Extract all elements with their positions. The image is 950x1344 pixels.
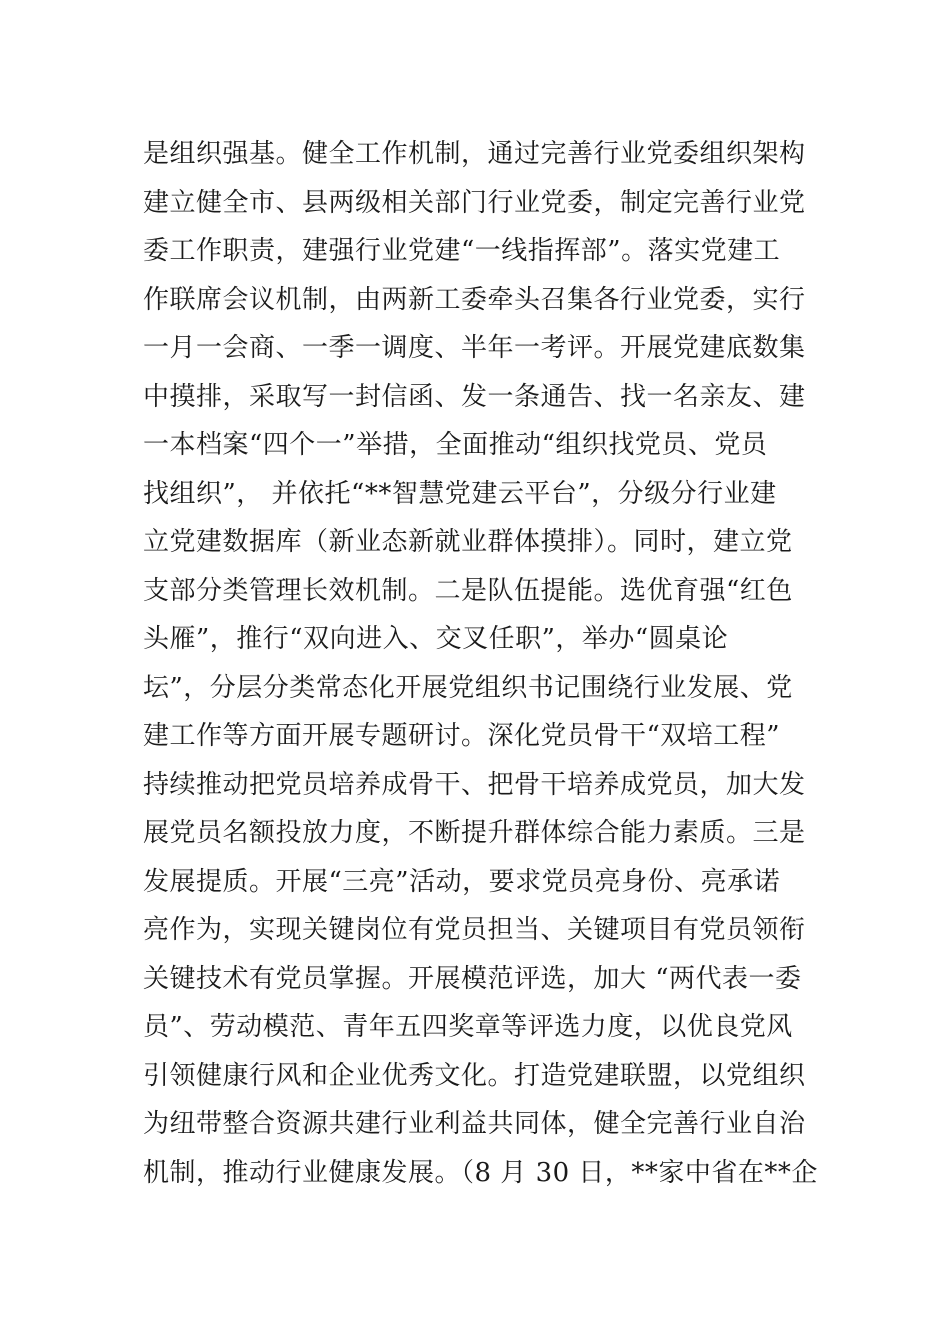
text-line: 展党员名额投放力度，不断提升群体综合能力素质。三是 (143, 818, 806, 848)
text-line: 是组织强基。健全工作机制，通过完善行业党委组织架构 (143, 139, 806, 169)
text-line: 建工作等方面开展专题研讨。深化党员骨干“双培工程” (143, 721, 781, 751)
text-line: 关键技术有党员掌握。开展模范评选，加大 “两代表一委 (143, 963, 802, 994)
text-line: 机制，推动行业健康发展。（8 月 30 日，**家中省在**企 (143, 1157, 818, 1188)
text-line: 一本档案“四个一”举措，全面推动“组织找党员、党员 (143, 430, 768, 460)
text-line: 引领健康行风和企业优秀文化。打造党建联盟，以党组织 (143, 1060, 806, 1091)
text-line: 头雁”，推行“双向进入、交叉任职”，举办“圆桌论 (143, 624, 729, 654)
text-line: 亮作为，实现关键岗位有党员担当、关键项目有党员领衔 (143, 915, 806, 945)
text-line: 立党建数据库（新业态新就业群体摸排）。同时，建立党 (143, 527, 793, 557)
text-line: 员”、劳动模范、青年五四奖章等评选力度，以优良党风 (143, 1012, 793, 1042)
text-line: 坛”，分层分类常态化开展党组织书记围绕行业发展、党 (143, 672, 793, 703)
body-text (143, 130, 818, 1197)
text-line: 支部分类管理长效机制。二是队伍提能。选优育强“红色 (143, 575, 793, 606)
text-line: 作联席会议机制，由两新工委牵头召集各行业党委，实行 (143, 284, 806, 315)
text-line: 持续推动把党员培养成骨干、把骨干培养成党员，加大发 (143, 769, 806, 800)
text-line: 为纽带整合资源共建行业利益共同体，健全完善行业自治 (143, 1109, 806, 1139)
text-line: 发展提质。开展“三亮”活动，要求党员亮身份、亮承诺 (143, 866, 781, 897)
text-line: 建立健全市、县两级相关部门行业党委，制定完善行业党 (143, 187, 806, 218)
text-line: 委工作职责，建强行业党建“一线指挥部”。落实党建工 (143, 236, 781, 266)
text-line: 中摸排，采取写一封信函、发一条通告、找一名亲友、建 (143, 381, 806, 412)
text-line: 一月一会商、一季一调度、半年一考评。开展党建底数集 (143, 333, 806, 363)
text-line: 找组织”， 并依托“**智慧党建云平台”，分级分行业建 (143, 478, 777, 509)
